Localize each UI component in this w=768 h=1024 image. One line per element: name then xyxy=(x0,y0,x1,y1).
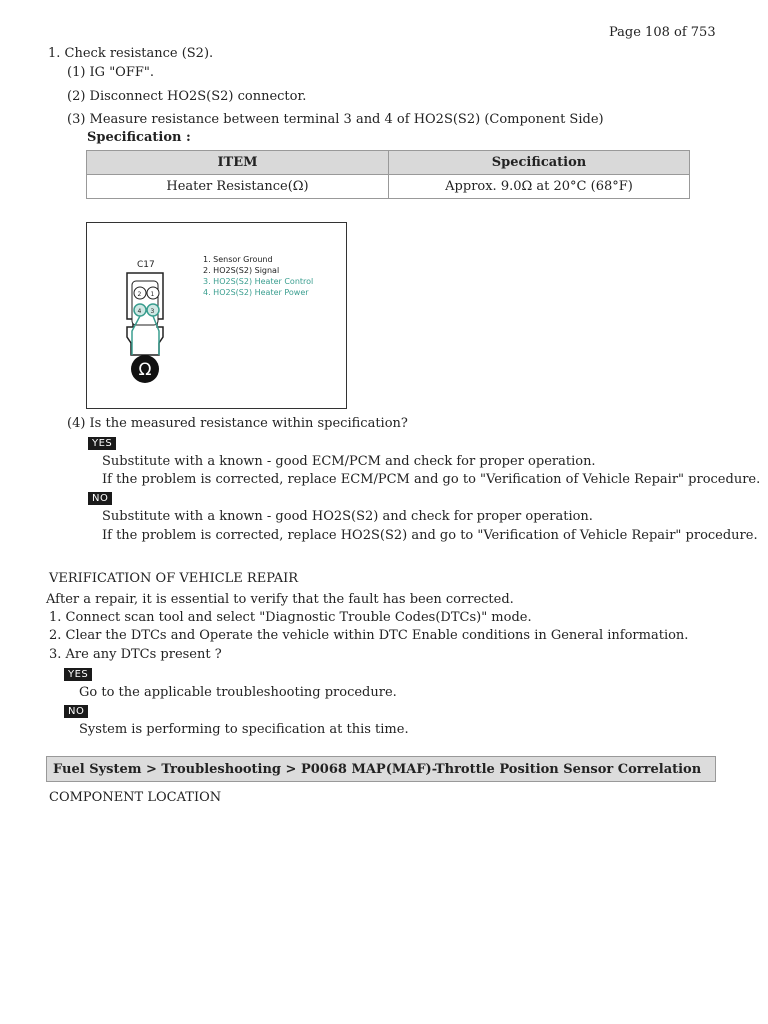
legend-item-4: 4. HO2S(S2) Heater Power xyxy=(203,288,309,297)
legend-item-3: 3. HO2S(S2) Heater Control xyxy=(203,277,314,286)
legend-item-2: 2. HO2S(S2) Signal xyxy=(203,266,280,275)
table-cell-item: Heater Resistance(Ω) xyxy=(87,175,389,199)
page-number: Page 108 of 753 xyxy=(609,25,716,40)
yes-instruction-2: If the problem is corrected, replace ECM/PCM and go to "Verification of Vehicle Repair" procedure. xyxy=(102,472,761,487)
step-1-sub-2: (2) Disconnect HO2S(S2) connector. xyxy=(67,89,307,104)
verification-no-text: System is performing to specification at this time. xyxy=(79,722,409,737)
component-location-heading: COMPONENT LOCATION xyxy=(49,790,222,805)
table-header-item: ITEM xyxy=(87,151,389,175)
verification-intro: After a repair, it is essential to verify that the fault has been corrected. xyxy=(46,592,514,607)
pin-4-label: 4 xyxy=(137,308,142,315)
yes-instruction-1: Substitute with a known - good ECM/PCM and check for proper operation. xyxy=(102,454,596,469)
step-1-sub-1: (1) IG "OFF". xyxy=(67,65,154,80)
pin-1-label: 1 xyxy=(150,291,155,298)
verification-yes-text: Go to the applicable troubleshooting procedure. xyxy=(79,685,397,700)
verification-heading: VERIFICATION OF VEHICLE REPAIR xyxy=(49,571,299,586)
step-4-question: (4) Is the measured resistance within specification? xyxy=(67,416,408,431)
connector-label: C17 xyxy=(137,260,155,270)
verification-step-2: 2. Clear the DTCs and Operate the vehicle within DTC Enable conditions in General information. xyxy=(49,628,689,643)
no-instruction-2: If the problem is corrected, replace HO2S(S2) and go to "Verification of Vehicle Repair" procedure. xyxy=(102,528,758,543)
no-badge: NO xyxy=(88,492,112,505)
connector-diagram xyxy=(86,222,347,409)
pin-3-label: 3 xyxy=(150,308,155,315)
verification-yes-badge: YES xyxy=(64,668,92,681)
step-1-title: 1. Check resistance (S2). xyxy=(48,46,214,61)
table-row xyxy=(87,175,690,199)
specification-label: Specification : xyxy=(87,130,191,145)
connector-diagram-svg xyxy=(87,223,346,408)
specification-table xyxy=(86,150,690,199)
legend-item-1: 1. Sensor Ground xyxy=(203,255,273,264)
section-breadcrumb: Fuel System > Troubleshooting > P0068 MAP(MAF)-Throttle Position Sensor Correlation xyxy=(46,756,716,782)
table-cell-specification: Approx. 9.0Ω at 20°C (68°F) xyxy=(389,175,690,199)
ohm-symbol: Ω xyxy=(138,360,152,380)
step-1-sub-3: (3) Measure resistance between terminal 3 and 4 of HO2S(S2) (Component Side) xyxy=(67,112,604,127)
yes-badge: YES xyxy=(88,437,116,450)
verification-no-badge: NO xyxy=(64,705,88,718)
no-instruction-1: Substitute with a known - good HO2S(S2) and check for proper operation. xyxy=(102,509,593,524)
table-header-specification: Specification xyxy=(389,151,690,175)
pin-2-label: 2 xyxy=(137,291,142,298)
table-header-row xyxy=(87,151,690,175)
verification-step-3: 3. Are any DTCs present ? xyxy=(49,647,222,662)
verification-step-1: 1. Connect scan tool and select "Diagnostic Trouble Codes(DTCs)" mode. xyxy=(49,610,532,625)
